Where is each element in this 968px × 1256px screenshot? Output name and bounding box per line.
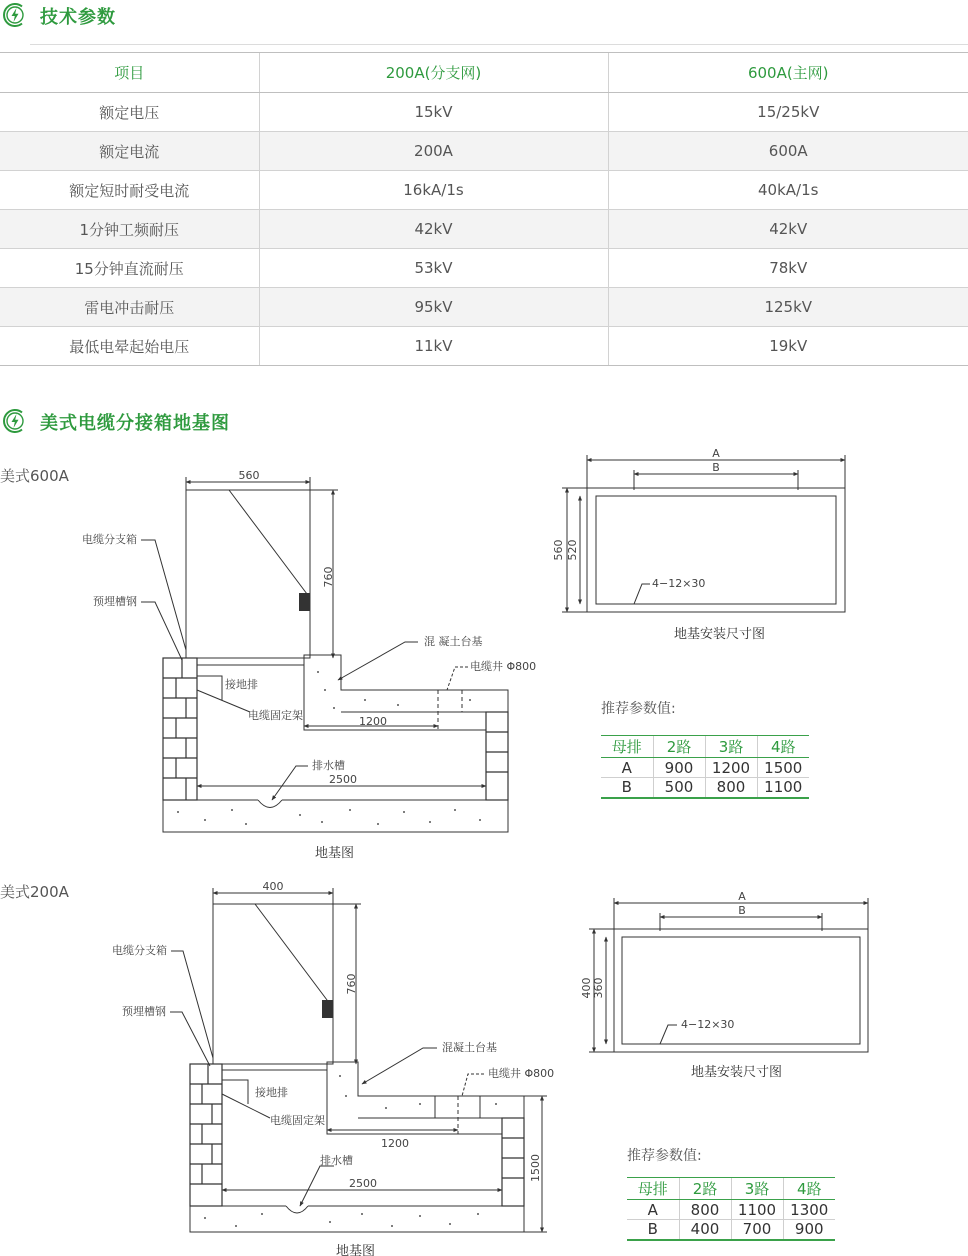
table-cell: 53kV [259, 249, 608, 288]
section-title: 美式电缆分接箱地基图 [40, 413, 230, 434]
table-cell: 16kA/1s [259, 171, 608, 210]
dim-a: A [712, 447, 720, 460]
section-title: 技术参数 [40, 7, 116, 28]
dim-outer: 400 [580, 977, 593, 999]
rec-table-600a [601, 735, 809, 799]
column-header: 母排 [627, 1178, 679, 1200]
table-cell: 500 [653, 778, 705, 798]
column-header: 母排 [601, 736, 653, 758]
table-cell: 42kV [608, 210, 968, 249]
caption-install: 地基安装尺寸图 [674, 627, 766, 642]
callout-box: 电缆分支箱 [112, 944, 167, 957]
dim-base: 2500 [349, 1177, 377, 1190]
callout-steel: 预埋槽钢 [93, 595, 137, 608]
callout-concrete: 混凝土台基 [442, 1041, 497, 1054]
table-cell: 额定电流 [0, 132, 259, 171]
rec-title: 推荐参数值: [627, 1148, 702, 1164]
table-cell: 125kV [608, 288, 968, 327]
dim-width: 400 [262, 880, 284, 893]
concrete-texture [177, 671, 497, 1227]
column-header: 3路 [705, 736, 757, 758]
table-cell: 1100 [757, 778, 809, 798]
table-cell: 15分钟直流耐压 [0, 249, 259, 288]
table-row [601, 778, 809, 798]
dim-trench: 1200 [381, 1137, 409, 1150]
dim-height: 760 [322, 566, 335, 588]
table-cell: 15/25kV [608, 93, 968, 132]
column-header: 3路 [731, 1178, 783, 1200]
dim-height: 760 [345, 973, 358, 995]
table-cell: 95kV [259, 288, 608, 327]
table-header-row [601, 736, 809, 758]
column-header: 4路 [757, 736, 809, 758]
table-cell: 900 [783, 1220, 835, 1240]
dim-holes: 4−12×30 [681, 1018, 735, 1031]
table-cell: 42kV [259, 210, 608, 249]
handle [322, 1000, 333, 1018]
table-row [627, 1200, 835, 1220]
dim-width: 560 [238, 469, 260, 482]
dim-a: A [738, 890, 746, 903]
table-cell: 11kV [259, 327, 608, 366]
table-cell: 1300 [783, 1200, 835, 1220]
callout-ground: 接地排 [255, 1086, 288, 1099]
table-cell: A [601, 758, 653, 778]
table-cell: 19kV [608, 327, 968, 366]
callout-well: 电缆井 Φ800 [488, 1067, 555, 1080]
variant-label-200a: 美式200A [0, 883, 69, 901]
table-cell: 200A [259, 132, 608, 171]
dim-holes: 4−12×30 [652, 577, 706, 590]
dim-inner: 520 [566, 539, 579, 561]
table-cell: 900 [653, 758, 705, 778]
callout-drain: 排水槽 [312, 759, 345, 772]
table-cell: 1200 [705, 758, 757, 778]
table-cell: B [627, 1220, 679, 1240]
table-cell: 800 [679, 1200, 731, 1220]
rec-title: 推荐参数值: [601, 701, 676, 717]
dim-b: B [738, 904, 746, 917]
dim-inner: 360 [592, 977, 605, 999]
dim-b: B [712, 461, 720, 474]
table-cell: 额定电压 [0, 93, 259, 132]
table-cell: 15kV [259, 93, 608, 132]
table-cell: 额定短时耐受电流 [0, 171, 259, 210]
callout-concrete: 混 凝土台基 [424, 635, 483, 648]
callout-bracket: 电缆固定架 [248, 709, 303, 722]
callout-bracket: 电缆固定架 [270, 1114, 325, 1127]
foundation-drawing-600a [141, 477, 508, 832]
table-cell: A [627, 1200, 679, 1220]
rec-table-200a [627, 1177, 835, 1241]
callout-box: 电缆分支箱 [82, 533, 137, 546]
callout-steel: 预埋槽钢 [122, 1005, 166, 1018]
column-header: 600A(主网) [608, 53, 968, 93]
column-header: 200A(分支网) [259, 53, 608, 93]
table-cell: 400 [679, 1220, 731, 1240]
caption-foundation: 地基图 [336, 1244, 376, 1256]
table-cell: 雷电冲击耐压 [0, 288, 259, 327]
table-header-row [627, 1178, 835, 1200]
table-cell: 1分钟工频耐压 [0, 210, 259, 249]
dim-outer: 560 [552, 539, 565, 561]
callout-ground: 接地排 [225, 678, 258, 691]
table-cell: 最低电晕起始电压 [0, 327, 259, 366]
table-cell: 600A [608, 132, 968, 171]
variant-label-600a: 美式600A [0, 467, 69, 485]
callout-drain: 排水槽 [320, 1154, 353, 1167]
dim-trench: 1200 [359, 715, 387, 728]
table-cell: 1500 [757, 758, 809, 778]
table-cell: 800 [705, 778, 757, 798]
table-cell: 1100 [731, 1200, 783, 1220]
table-row [601, 758, 809, 778]
table-cell: 40kA/1s [608, 171, 968, 210]
table-row [627, 1220, 835, 1240]
handle [299, 593, 310, 611]
column-header: 项目 [0, 53, 259, 93]
dim-base: 2500 [329, 773, 357, 786]
column-header: 2路 [679, 1178, 731, 1200]
column-header: 2路 [653, 736, 705, 758]
caption-install: 地基安装尺寸图 [691, 1065, 783, 1080]
column-header: 4路 [783, 1178, 835, 1200]
dim-depth: 1500 [529, 1154, 542, 1182]
table-cell: 700 [731, 1220, 783, 1240]
caption-foundation: 地基图 [315, 846, 355, 861]
callout-well: 电缆井 Φ800 [470, 660, 537, 673]
table-cell: B [601, 778, 653, 798]
table-cell: 78kV [608, 249, 968, 288]
